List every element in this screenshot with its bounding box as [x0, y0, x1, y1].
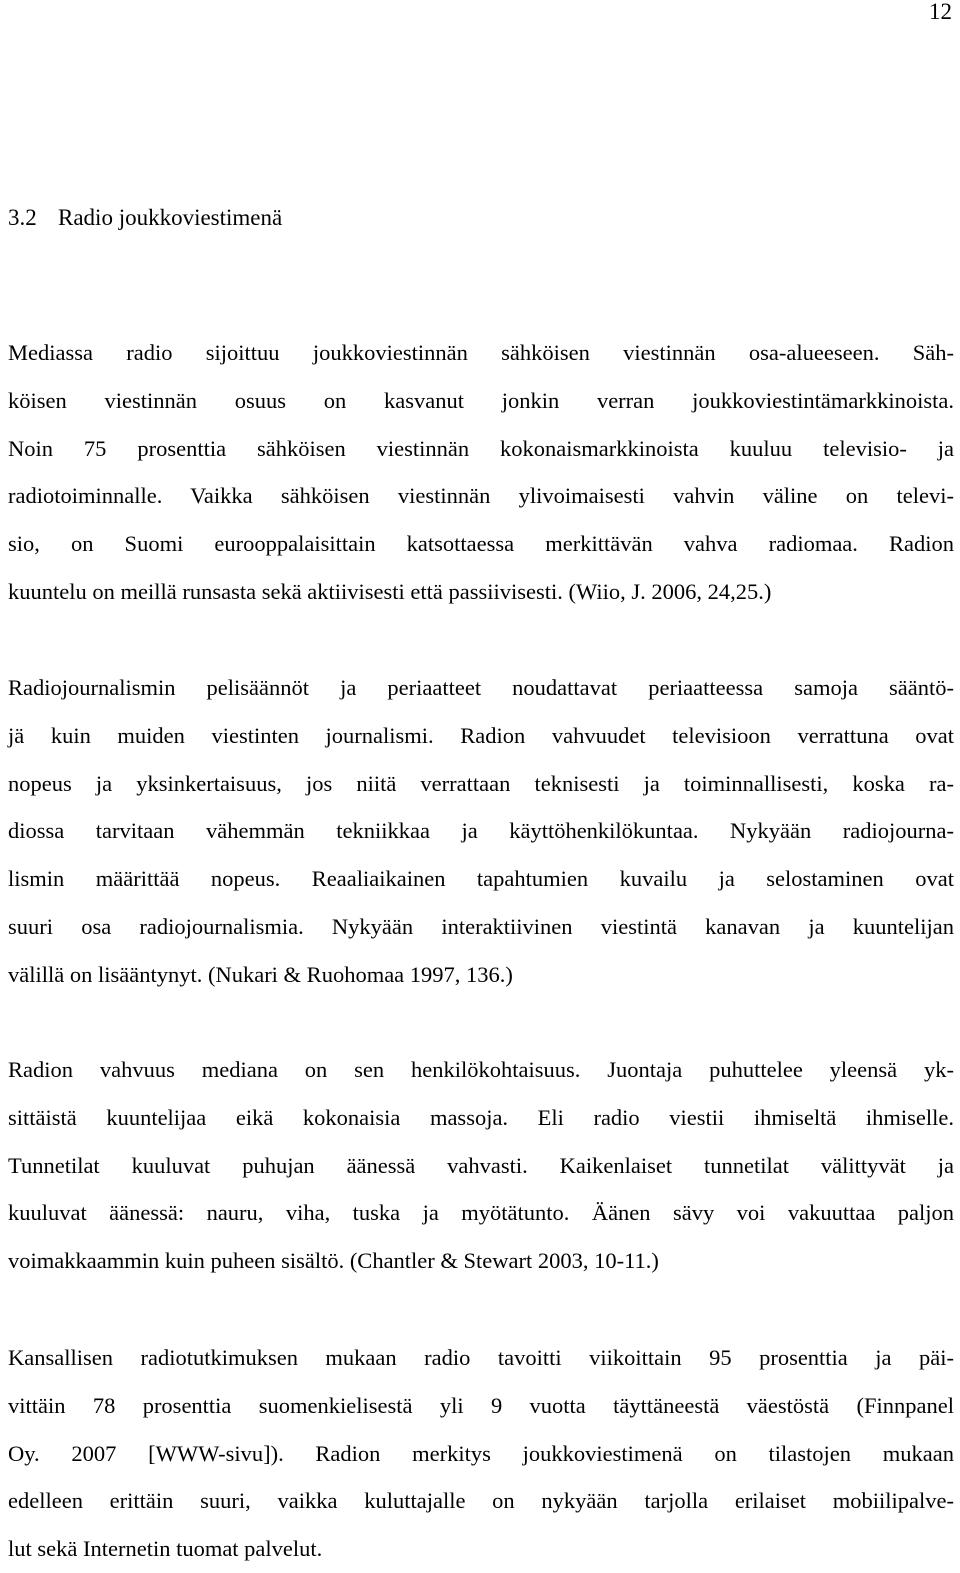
text-line: välillä on lisääntynyt. (Nukari & Ruohomaa 1997, 136.) [8, 961, 513, 987]
text-line: lismin määrittää nopeus. Reaaliaikainen tapahtumien kuvailu ja selostaminen ovat [8, 866, 954, 892]
text-line: Tunnetilat kuuluvat puhujan äänessä vahvasti. Kaikenlaiset tunnetilat välittyvät ja [8, 1152, 954, 1178]
text-line: Noin 75 prosenttia sähköisen viestinnän kokonaismarkkinoista kuuluu televisio- ja [8, 435, 954, 461]
text-line: kuuluvat äänessä: nauru, viha, tuska ja myötätunto. Äänen sävy voi vakuuttaa paljon [8, 1200, 954, 1226]
text-line: voimakkaammin kuin puheen sisältö. (Chantler & Stewart 2003, 10-11.) [8, 1248, 659, 1274]
text-line: nopeus ja yksinkertaisuus, jos niitä verrattaan teknisesti ja toiminnallisesti, koska ra- [8, 770, 954, 796]
text-line: köisen viestinnän osuus on kasvanut jonkin verran joukkoviestintämarkkinoista. [8, 387, 954, 413]
text-line: suuri osa radiojournalismia. Nykyään interaktiivinen viestintä kanavan ja kuuntelijan [8, 913, 954, 939]
text-line: Radion vahvuus mediana on sen henkilökohtaisuus. Juontaja puhuttelee yleensä yk- [8, 1057, 954, 1082]
section-heading [8, 200, 282, 236]
text-line: kuuntelu on meillä runsasta sekä aktiivisesti että passiivisesti. (Wiio, J. 2006, 24,25.) [8, 578, 772, 604]
section-title: Radio joukkoviestimenä [58, 205, 283, 230]
text-line: diossa tarvitaan vähemmän tekniikkaa ja käyttöhenkilökuntaa. Nykyään radiojourna- [8, 818, 954, 844]
page-number: 12 [929, 0, 952, 24]
paragraph-4 [8, 1334, 954, 1573]
text-line: Mediassa radio sijoittuu joukkoviestinnän sähköisen viestinnän osa-alueeseen. Säh- [8, 340, 954, 365]
text-line: Kansallisen radiotutkimuksen mukaan radio tavoitti viikoittain 95 prosenttia ja päi- [8, 1345, 954, 1370]
text-line: Radiojournalismin pelisäännöt ja periaatteet noudattavat periaatteessa samoja sääntö- [8, 675, 954, 700]
text-line: sio, on Suomi eurooppalaisittain katsottaessa merkittävän vahva radiomaa. Radion [8, 531, 954, 557]
text-line: vittäin 78 prosenttia suomenkielisestä yli 9 vuotta täyttäneestä väestöstä (Finnpanel [8, 1392, 954, 1418]
text-line: radiotoiminnalle. Vaikka sähköisen viestinnän ylivoimaisesti vahvin väline on televi- [8, 483, 954, 509]
paragraph-2 [8, 664, 954, 999]
text-line: edelleen erittäin suuri, vaikka kuluttajalle on nykyään tarjolla erilaiset mobiilipalve- [8, 1488, 954, 1514]
paragraph-3 [8, 1046, 954, 1285]
text-line: lut sekä Internetin tuomat palvelut. [8, 1536, 323, 1562]
section-number: 3.2 [8, 205, 37, 230]
text-line: Oy. 2007 [WWW-sivu]). Radion merkitys joukkoviestimenä on tilastojen mukaan [8, 1440, 954, 1466]
text-line: sittäistä kuuntelijaa eikä kokonaisia massoja. Eli radio viestii ihmiseltä ihmiselle. [8, 1104, 954, 1130]
text-line: jä kuin muiden viestinten journalismi. Radion vahvuudet televisioon verrattuna ovat [8, 722, 954, 748]
paragraph-1 [8, 329, 954, 616]
